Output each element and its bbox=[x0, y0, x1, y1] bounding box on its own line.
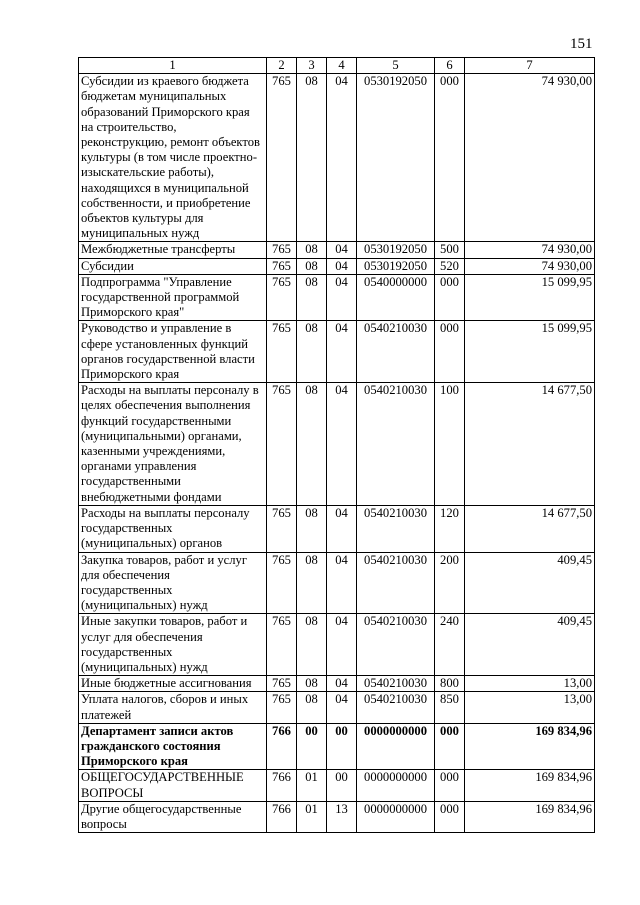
amount-cell: 15 099,95 bbox=[465, 321, 595, 383]
subsection-code-cell: 00 bbox=[327, 723, 357, 770]
expense-type-cell: 120 bbox=[435, 505, 465, 552]
ministry-code-cell: 766 bbox=[267, 723, 297, 770]
amount-cell: 14 677,50 bbox=[465, 383, 595, 506]
expense-type-cell: 520 bbox=[435, 258, 465, 274]
table-row bbox=[79, 74, 595, 242]
expense-type-cell: 000 bbox=[435, 770, 465, 801]
subsection-code-cell: 04 bbox=[327, 274, 357, 321]
target-article-cell: 0530192050 bbox=[357, 74, 435, 242]
expense-type-cell: 800 bbox=[435, 676, 465, 692]
column-header: 7 bbox=[465, 58, 595, 74]
table-body bbox=[79, 74, 595, 833]
section-code-cell: 00 bbox=[297, 723, 327, 770]
amount-cell: 409,45 bbox=[465, 614, 595, 676]
target-article-cell: 0540210030 bbox=[357, 505, 435, 552]
target-article-cell: 0540210030 bbox=[357, 692, 435, 723]
ministry-code-cell: 765 bbox=[267, 274, 297, 321]
target-article-cell: 0000000000 bbox=[357, 770, 435, 801]
target-article-cell: 0000000000 bbox=[357, 801, 435, 832]
subsection-code-cell: 04 bbox=[327, 614, 357, 676]
subsection-code-cell: 04 bbox=[327, 692, 357, 723]
target-article-cell: 0540210030 bbox=[357, 676, 435, 692]
table-row bbox=[79, 770, 595, 801]
expense-type-cell: 000 bbox=[435, 723, 465, 770]
section-code-cell: 08 bbox=[297, 505, 327, 552]
section-code-cell: 08 bbox=[297, 242, 327, 258]
table-row bbox=[79, 801, 595, 832]
expense-type-cell: 850 bbox=[435, 692, 465, 723]
section-code-cell: 08 bbox=[297, 74, 327, 242]
column-header: 6 bbox=[435, 58, 465, 74]
ministry-code-cell: 765 bbox=[267, 552, 297, 614]
subsection-code-cell: 04 bbox=[327, 505, 357, 552]
ministry-code-cell: 765 bbox=[267, 242, 297, 258]
subsection-code-cell: 04 bbox=[327, 383, 357, 506]
amount-cell: 15 099,95 bbox=[465, 274, 595, 321]
target-article-cell: 0540210030 bbox=[357, 383, 435, 506]
expense-name-cell: Иные бюджетные ассигнования bbox=[79, 676, 267, 692]
table-row bbox=[79, 552, 595, 614]
table-row bbox=[79, 676, 595, 692]
ministry-code-cell: 765 bbox=[267, 676, 297, 692]
expense-name-cell: Подпрограмма "Управление государственной программой Приморского края" bbox=[79, 274, 267, 321]
amount-cell: 169 834,96 bbox=[465, 770, 595, 801]
expense-name-cell: Расходы на выплаты персоналу государственных (муниципальных) органов bbox=[79, 505, 267, 552]
budget-table bbox=[78, 57, 595, 833]
expense-name-cell: Иные закупки товаров, работ и услуг для обеспечения государственных (муниципальных) нужд bbox=[79, 614, 267, 676]
target-article-cell: 0540210030 bbox=[357, 552, 435, 614]
table-row bbox=[79, 692, 595, 723]
amount-cell: 74 930,00 bbox=[465, 74, 595, 242]
amount-cell: 74 930,00 bbox=[465, 242, 595, 258]
table-row bbox=[79, 258, 595, 274]
ministry-code-cell: 765 bbox=[267, 614, 297, 676]
subsection-code-cell: 04 bbox=[327, 258, 357, 274]
expense-name-cell: Уплата налогов, сборов и иных платежей bbox=[79, 692, 267, 723]
table-row bbox=[79, 614, 595, 676]
expense-type-cell: 100 bbox=[435, 383, 465, 506]
ministry-code-cell: 765 bbox=[267, 383, 297, 506]
ministry-code-cell: 766 bbox=[267, 770, 297, 801]
ministry-code-cell: 765 bbox=[267, 321, 297, 383]
expense-type-cell: 500 bbox=[435, 242, 465, 258]
subsection-code-cell: 04 bbox=[327, 552, 357, 614]
expense-name-cell: Закупка товаров, работ и услуг для обеспечения государственных (муниципальных) нужд bbox=[79, 552, 267, 614]
amount-cell: 74 930,00 bbox=[465, 258, 595, 274]
expense-name-cell: Другие общегосударственные вопросы bbox=[79, 801, 267, 832]
column-header: 1 bbox=[79, 58, 267, 74]
table-row bbox=[79, 505, 595, 552]
table-row bbox=[79, 242, 595, 258]
column-header: 5 bbox=[357, 58, 435, 74]
expense-type-cell: 000 bbox=[435, 321, 465, 383]
expense-name-cell: Департамент записи актов гражданского состояния Приморского края bbox=[79, 723, 267, 770]
target-article-cell: 0530192050 bbox=[357, 258, 435, 274]
expense-name-cell: Руководство и управление в сфере установленных функций органов государственной власти Приморского края bbox=[79, 321, 267, 383]
expense-name-cell: Расходы на выплаты персоналу в целях обеспечения выполнения функций государственными (муниципальными) органами, казенными учреждениями, органами управления государственными внебюджетными фондами bbox=[79, 383, 267, 506]
section-code-cell: 01 bbox=[297, 801, 327, 832]
section-code-cell: 08 bbox=[297, 692, 327, 723]
subsection-code-cell: 13 bbox=[327, 801, 357, 832]
section-code-cell: 08 bbox=[297, 383, 327, 506]
expense-type-cell: 000 bbox=[435, 74, 465, 242]
subsection-code-cell: 04 bbox=[327, 321, 357, 383]
target-article-cell: 0540210030 bbox=[357, 614, 435, 676]
table-row bbox=[79, 321, 595, 383]
subsection-code-cell: 04 bbox=[327, 74, 357, 242]
section-code-cell: 08 bbox=[297, 258, 327, 274]
section-code-cell: 08 bbox=[297, 552, 327, 614]
ministry-code-cell: 765 bbox=[267, 74, 297, 242]
ministry-code-cell: 765 bbox=[267, 258, 297, 274]
expense-name-cell: Межбюджетные трансферты bbox=[79, 242, 267, 258]
expense-name-cell: Субсидии bbox=[79, 258, 267, 274]
amount-cell: 13,00 bbox=[465, 676, 595, 692]
table-row bbox=[79, 383, 595, 506]
ministry-code-cell: 765 bbox=[267, 505, 297, 552]
section-code-cell: 08 bbox=[297, 321, 327, 383]
amount-cell: 169 834,96 bbox=[465, 723, 595, 770]
target-article-cell: 0530192050 bbox=[357, 242, 435, 258]
expense-type-cell: 000 bbox=[435, 274, 465, 321]
target-article-cell: 0540210030 bbox=[357, 321, 435, 383]
expense-name-cell: ОБЩЕГОСУДАРСТВЕННЫЕ ВОПРОСЫ bbox=[79, 770, 267, 801]
amount-cell: 13,00 bbox=[465, 692, 595, 723]
section-code-cell: 08 bbox=[297, 614, 327, 676]
section-code-cell: 01 bbox=[297, 770, 327, 801]
section-code-cell: 08 bbox=[297, 274, 327, 321]
expense-type-cell: 240 bbox=[435, 614, 465, 676]
header-row bbox=[79, 58, 595, 74]
target-article-cell: 0540000000 bbox=[357, 274, 435, 321]
target-article-cell: 0000000000 bbox=[357, 723, 435, 770]
subsection-code-cell: 04 bbox=[327, 242, 357, 258]
amount-cell: 169 834,96 bbox=[465, 801, 595, 832]
section-code-cell: 08 bbox=[297, 676, 327, 692]
subsection-code-cell: 04 bbox=[327, 676, 357, 692]
amount-cell: 14 677,50 bbox=[465, 505, 595, 552]
column-header: 2 bbox=[267, 58, 297, 74]
expense-type-cell: 000 bbox=[435, 801, 465, 832]
column-header: 3 bbox=[297, 58, 327, 74]
amount-cell: 409,45 bbox=[465, 552, 595, 614]
expense-name-cell: Субсидии из краевого бюджета бюджетам муниципальных образований Приморского края на строительство, реконструкцию, ремонт объектов культуры (в том числе проектно-изыскательские работы), находящихся в муниципальной собственности, и приобретение объектов культуры для муниципальных нужд bbox=[79, 74, 267, 242]
column-header: 4 bbox=[327, 58, 357, 74]
expense-type-cell: 200 bbox=[435, 552, 465, 614]
table-row bbox=[79, 274, 595, 321]
table-row bbox=[79, 723, 595, 770]
subsection-code-cell: 00 bbox=[327, 770, 357, 801]
ministry-code-cell: 765 bbox=[267, 692, 297, 723]
ministry-code-cell: 766 bbox=[267, 801, 297, 832]
page-number: 151 bbox=[570, 36, 593, 52]
